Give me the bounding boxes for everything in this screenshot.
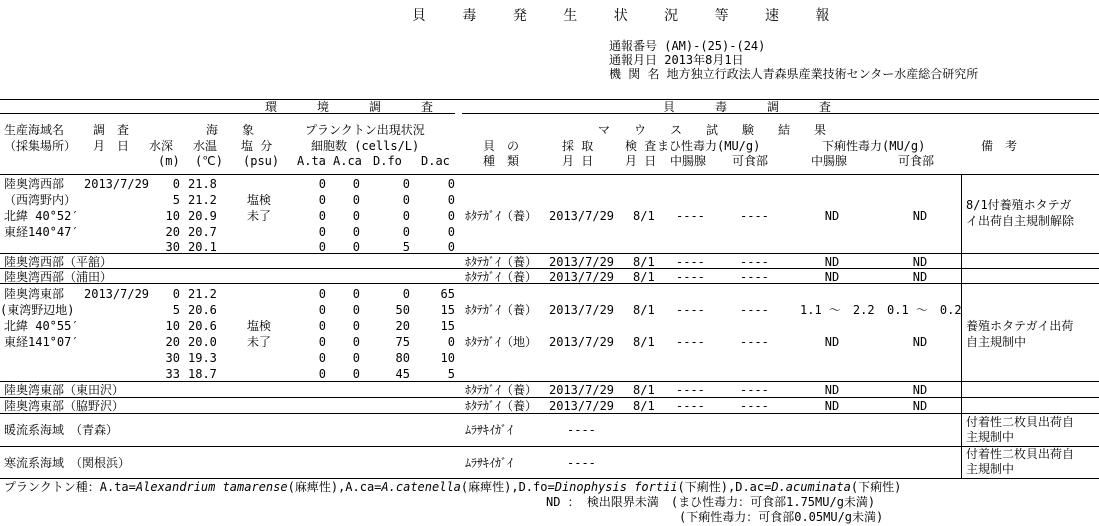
aca-species-name: A.catenella <box>381 480 461 494</box>
section2-psp-edible: ---- <box>740 255 769 269</box>
section6-area: 陸奥湾東部（脇野沢） <box>4 399 125 413</box>
temp-value: 20.1 <box>188 240 217 254</box>
report-agency: 機 関 名 地方独立行政法人青森県産業技術センター水産総合研究所 <box>609 67 979 81</box>
mouse-test-heading: マ ウ ス 試 験 結 果 <box>598 123 833 137</box>
temp-value: 20.6 <box>188 319 217 333</box>
section7-area: 暖流系海域 （青森） <box>4 423 119 437</box>
table-bottom-line <box>0 478 1099 479</box>
depth-value: 20 <box>165 335 180 349</box>
section6-sample-date: 2013/7/29 <box>549 399 615 413</box>
section4-shell-b: ﾎﾀﾃｶﾞｲ（地） <box>465 335 538 349</box>
depth-value: 5 <box>172 193 180 207</box>
section7-remark: 主規制中 <box>966 430 1015 444</box>
section2-sample-date: 2013/7/29 <box>549 255 615 269</box>
section6-dsp-edible: ND <box>912 399 928 413</box>
table-top-line <box>0 99 1099 100</box>
species-aca-heading: A.ca <box>333 154 362 168</box>
dfo-value: 50 <box>395 303 410 317</box>
dfo-value: 0 <box>402 225 410 239</box>
section1-area: 陸奥湾西部 <box>4 177 65 191</box>
section3-sample-date: 2013/7/29 <box>549 270 615 284</box>
plankton-heading: プランクトン出現状況 <box>305 123 425 137</box>
section4-shell-b-psp-gut: ---- <box>676 335 705 349</box>
dfo-value: 0 <box>402 209 410 223</box>
section1-status: 未了 <box>247 209 272 223</box>
section8-sample-date: ---- <box>567 456 596 470</box>
section8-remark: 主規制中 <box>966 462 1015 476</box>
aca-value: 0 <box>352 287 360 301</box>
section1-dsp-gut: ND <box>824 209 840 223</box>
section3-dsp-gut: ND <box>824 270 840 284</box>
section2-shell: ﾎﾀﾃｶﾞｲ（養） <box>465 255 538 269</box>
row-line <box>0 413 1099 414</box>
ata-value: 0 <box>318 319 326 333</box>
section4-remark: 養殖ホタテガイ出荷 <box>966 319 1074 333</box>
shell-survey-heading: 貝 毒 調 査 <box>663 100 846 114</box>
sample-date-heading: 採 取 <box>562 139 594 153</box>
depth-value: 0 <box>172 177 180 191</box>
section4-shell-a-dsp-edible: 0.1 ～ 0.2 <box>887 303 962 317</box>
report-number: 通報番号 (AM)-(25)-(24) <box>609 39 766 53</box>
section1-sample-date: 2013/7/29 <box>549 209 615 223</box>
temp-value: 21.2 <box>188 193 217 207</box>
section4-shell-a: ﾎﾀﾃｶﾞｲ（養） <box>465 303 538 317</box>
section1-dsp-edible: ND <box>912 209 928 223</box>
section3-area: 陸奥湾西部（浦田） <box>4 270 113 284</box>
dac-value: 0 <box>447 193 455 207</box>
section1-psp-edible: ---- <box>740 209 769 223</box>
dfo-value: 75 <box>395 335 410 349</box>
sample-date-heading-sub: 月 日 <box>562 154 594 168</box>
section1-status: 塩検 <box>247 193 272 207</box>
section5-psp-edible: ---- <box>740 383 769 397</box>
env-survey-heading: 環 境 調 査 <box>265 100 448 114</box>
salinity-unit: (psu) <box>243 154 280 168</box>
dac-value: 15 <box>440 319 455 333</box>
ata-value: 0 <box>318 225 326 239</box>
aca-value: 0 <box>352 303 360 317</box>
section1-inspect-date: 8/1 <box>633 209 655 223</box>
section4-remark: 自主規制中 <box>966 335 1027 349</box>
dac-species-type: (下痢性) <box>850 480 902 494</box>
dac-species-name: D.acuminata <box>771 480 851 494</box>
area-heading: 生産海域名 <box>4 123 65 137</box>
shell-type-heading: 貝 の <box>483 139 520 153</box>
section1-remark: 8/1付養殖ホタテガ <box>966 198 1072 212</box>
section4-shell-a-inspect-date: 8/1 <box>633 303 655 317</box>
temp-value: 20.9 <box>188 209 217 223</box>
aca-value: 0 <box>352 335 360 349</box>
plankton-species-note <box>4 481 901 494</box>
section5-dsp-edible: ND <box>912 383 928 397</box>
aca-value: 0 <box>352 351 360 365</box>
section3-dsp-edible: ND <box>912 270 928 284</box>
depth-value: 30 <box>165 351 180 365</box>
depth-value: 33 <box>165 367 180 381</box>
section2-dsp-gut: ND <box>824 255 840 269</box>
remarks-column-divider <box>961 175 962 478</box>
inspect-date-heading: 検 査 <box>625 139 657 153</box>
nd-note: ND ： 検出限界未満 (まひ性毒力：可食部1.75MU/g未満) <box>546 495 876 509</box>
section8-remark: 付着性二枚貝出荷自 <box>966 447 1075 461</box>
species-dfo-heading: D.fo <box>373 154 402 168</box>
section1-psp-gut: ---- <box>676 209 705 223</box>
section4-shell-a-psp-edible: ---- <box>740 303 769 317</box>
dsp-gut-heading: 中腸腺 <box>811 154 848 168</box>
section2-psp-gut: ---- <box>676 255 705 269</box>
dfo-value: 20 <box>395 319 410 333</box>
row-line <box>0 397 1099 398</box>
date-heading-sub: 月 日 <box>93 139 130 153</box>
temp-value: 20.7 <box>188 225 217 239</box>
section1-date: 2013/7/29 <box>84 177 150 191</box>
section4-shell-b-sample-date: 2013/7/29 <box>549 335 615 349</box>
section3-inspect-date: 8/1 <box>633 270 655 284</box>
temp-value: 19.3 <box>188 351 217 365</box>
dfo-value: 5 <box>402 240 410 254</box>
depth-heading: 水深 <box>149 139 174 153</box>
temp-heading: 水温 <box>193 139 218 153</box>
temp-unit: (℃) <box>195 154 223 168</box>
ata-value: 0 <box>318 209 326 223</box>
aca-value: 0 <box>352 177 360 191</box>
dac-value: 5 <box>447 367 455 381</box>
section4-area: 陸奥湾東部 <box>4 287 65 301</box>
section3-psp-gut: ---- <box>676 270 705 284</box>
ata-value: 0 <box>318 303 326 317</box>
dfo-species-type: (下痢性),D.ac= <box>677 480 772 494</box>
section4-shell-a-dsp-gut: 1.1 ～ 2.2 <box>800 303 875 317</box>
ata-value: 0 <box>318 367 326 381</box>
section6-psp-gut: ---- <box>676 399 705 413</box>
section5-inspect-date: 8/1 <box>633 383 655 397</box>
aca-value: 0 <box>352 225 360 239</box>
area-heading-sub: （採集場所） <box>4 139 77 153</box>
dac-value: 0 <box>447 177 455 191</box>
sea-heading: 海 象 <box>206 123 255 137</box>
depth-value: 30 <box>165 240 180 254</box>
section1-lon: 東経140°47′ <box>4 225 79 239</box>
dac-value: 0 <box>447 225 455 239</box>
dac-value: 0 <box>447 209 455 223</box>
depth-value: 10 <box>165 319 180 333</box>
dsp-edible-heading: 可食部 <box>898 154 935 168</box>
section4-date: 2013/7/29 <box>84 287 150 301</box>
section4-shell-b-dsp-edible: ND <box>912 335 928 349</box>
depth-value: 0 <box>172 287 180 301</box>
dfo-species-name: Dinophysis fortii <box>554 480 678 494</box>
dfo-value: 0 <box>402 193 410 207</box>
section1-shell: ﾎﾀﾃｶﾞｲ（養） <box>465 209 538 223</box>
temp-value: 18.7 <box>188 367 217 381</box>
ata-value: 0 <box>318 335 326 349</box>
aca-value: 0 <box>352 193 360 207</box>
page-title: 貝 毒 発 生 状 況 等 速 報 <box>412 8 844 24</box>
depth-value: 5 <box>172 303 180 317</box>
section8-area: 寒流系海域 （関根浜） <box>4 456 131 470</box>
section2-inspect-date: 8/1 <box>633 255 655 269</box>
section4-site: (東湾野辺地) <box>0 303 75 317</box>
section5-shell: ﾎﾀﾃｶﾞｲ（養） <box>465 383 538 397</box>
aca-value: 0 <box>352 319 360 333</box>
section7-shell: ﾑﾗｻｷｲｶﾞｲ <box>465 423 514 437</box>
dfo-value: 0 <box>402 287 410 301</box>
dac-value: 15 <box>440 303 455 317</box>
section6-shell: ﾎﾀﾃｶﾞｲ（養） <box>465 399 538 413</box>
section2-dsp-edible: ND <box>912 255 928 269</box>
section7-sample-date: ---- <box>567 423 596 437</box>
section6-inspect-date: 8/1 <box>633 399 655 413</box>
nd-note-dsp: (下痢性毒力：可食部0.05MU/g未満) <box>679 510 884 524</box>
ata-species-type: (麻痺性),A.ca= <box>287 480 382 494</box>
dac-value: 65 <box>440 287 455 301</box>
psp-gut-heading: 中腸腺 <box>670 154 707 168</box>
section6-psp-edible: ---- <box>740 399 769 413</box>
section4-shell-b-psp-edible: ---- <box>740 335 769 349</box>
dsp-heading: 下痢性毒力(MU/g) <box>822 139 926 153</box>
row-line <box>0 381 1099 382</box>
shell-type-heading-sub: 種 類 <box>483 154 520 168</box>
section5-psp-gut: ---- <box>676 383 705 397</box>
depth-value: 10 <box>165 209 180 223</box>
salinity-heading: 塩 分 <box>241 139 273 153</box>
aca-value: 0 <box>352 367 360 381</box>
note-prefix: プランクトン種：A.ta= <box>4 480 136 494</box>
aca-species-type: (麻痺性),D.fo= <box>460 480 555 494</box>
inspect-date-heading-sub: 月 日 <box>625 154 657 168</box>
remarks-heading: 備 考 <box>981 139 1018 153</box>
section2-area: 陸奥湾西部（平舘） <box>4 255 113 269</box>
section5-area: 陸奥湾東部（東田沢） <box>4 383 125 397</box>
section5-sample-date: 2013/7/29 <box>549 383 615 397</box>
section6-dsp-gut: ND <box>824 399 840 413</box>
section1-remark: イ出荷自主規制解除 <box>966 214 1075 228</box>
section4-status: 塩検 <box>247 319 272 333</box>
ata-value: 0 <box>318 193 326 207</box>
section8-shell: ﾑﾗｻｷｲｶﾞｲ <box>465 456 514 470</box>
section7-remark: 付着性二枚貝出荷自 <box>966 415 1075 429</box>
species-ata-heading: A.ta <box>297 154 326 168</box>
date-heading: 調 査 <box>93 123 130 137</box>
aca-value: 0 <box>352 240 360 254</box>
header-bottom-line <box>0 174 1099 175</box>
row-line <box>0 446 1099 447</box>
section4-shell-a-sample-date: 2013/7/29 <box>549 303 615 317</box>
section4-lat: 北緯 40°55′ <box>4 319 79 333</box>
dfo-value: 45 <box>395 367 410 381</box>
cells-heading: 細胞数 (cells/L) <box>311 139 420 153</box>
section4-shell-a-psp-gut: ---- <box>676 303 705 317</box>
depth-unit: (m) <box>158 154 180 168</box>
dac-value: 0 <box>447 240 455 254</box>
ata-value: 0 <box>318 240 326 254</box>
ata-value: 0 <box>318 287 326 301</box>
psp-heading: まひ性毒力(MU/g) <box>657 139 761 153</box>
ata-value: 0 <box>318 351 326 365</box>
psp-edible-heading: 可食部 <box>732 154 769 168</box>
aca-value: 0 <box>352 209 360 223</box>
section3-shell: ﾎﾀﾃｶﾞｲ（養） <box>465 270 538 284</box>
section4-shell-b-inspect-date: 8/1 <box>633 335 655 349</box>
section5-dsp-gut: ND <box>824 383 840 397</box>
section4-shell-b-dsp-gut: ND <box>824 335 840 349</box>
report-date: 通報月日 2013年8月1日 <box>609 53 744 67</box>
temp-value: 20.0 <box>188 335 217 349</box>
dfo-value: 0 <box>402 177 410 191</box>
dfo-value: 80 <box>395 351 410 365</box>
section1-lat: 北緯 40°52′ <box>4 209 79 223</box>
section1-site: （西湾野内） <box>4 193 77 207</box>
dac-value: 0 <box>447 335 455 349</box>
temp-value: 20.6 <box>188 303 217 317</box>
section4-status: 未了 <box>247 335 272 349</box>
temp-value: 21.2 <box>188 287 217 301</box>
temp-value: 21.8 <box>188 177 217 191</box>
depth-value: 20 <box>165 225 180 239</box>
ata-species-name: Alexandrium tamarense <box>135 480 288 494</box>
section4-lon: 東経141°07′ <box>4 335 79 349</box>
dac-value: 10 <box>440 351 455 365</box>
ata-value: 0 <box>318 177 326 191</box>
section3-psp-edible: ---- <box>740 270 769 284</box>
species-dac-heading: D.ac <box>421 154 450 168</box>
